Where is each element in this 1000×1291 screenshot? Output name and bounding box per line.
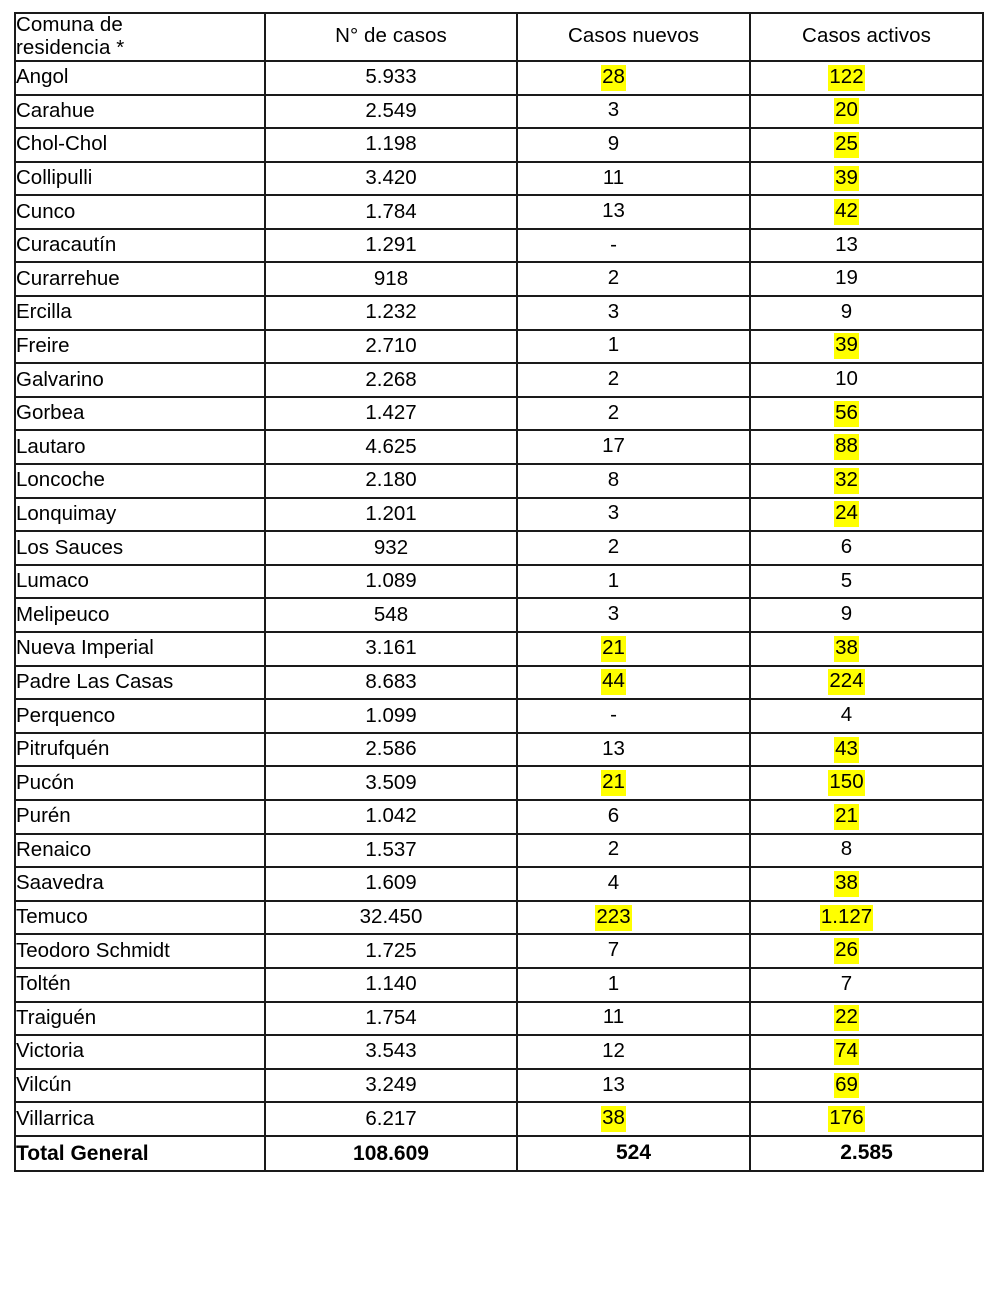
cell-n-de-casos: 1.291: [265, 229, 517, 263]
table-row: [15, 430, 983, 464]
column-header-n-de-casos: N° de casos: [265, 13, 517, 61]
cell-comuna: Galvarino: [15, 363, 265, 397]
cell-casos-activos: [750, 632, 983, 666]
cell-n-de-casos: 2.586: [265, 733, 517, 767]
highlighted-value: 38: [601, 1106, 626, 1132]
table-row: [15, 934, 983, 968]
cell-casos-nuevos: [517, 363, 750, 397]
highlighted-value: 24: [834, 501, 859, 527]
cell-comuna: Lautaro: [15, 430, 265, 464]
cell-casos-activos: [750, 61, 983, 95]
value: 2.585: [840, 1141, 893, 1165]
cell-casos-nuevos: [517, 195, 750, 229]
cell-casos-activos: [750, 330, 983, 364]
cell-n-de-casos: 2.268: [265, 363, 517, 397]
table-row: [15, 464, 983, 498]
value: 3: [607, 602, 620, 626]
header-row: [15, 13, 983, 61]
column-header-casos-activos: Casos activos: [750, 13, 983, 61]
cell-comuna: Melipeuco: [15, 598, 265, 632]
cell-total-casos-activos: [750, 1136, 983, 1171]
table-row: [15, 666, 983, 700]
value: 1: [607, 971, 620, 995]
cell-total-n-de-casos: 108.609: [265, 1136, 517, 1171]
value: 2: [607, 837, 620, 861]
value: 1: [607, 568, 620, 592]
table-row: [15, 968, 983, 1002]
cell-casos-activos: [750, 834, 983, 868]
table-row: [15, 95, 983, 129]
header-comuna-line2: residencia *: [16, 35, 125, 59]
cell-casos-nuevos: [517, 464, 750, 498]
cell-comuna: Pitrufquén: [15, 733, 265, 767]
highlighted-value: 223: [595, 905, 631, 931]
cell-casos-nuevos: [517, 834, 750, 868]
cell-casos-nuevos: [517, 565, 750, 599]
cell-comuna: Lumaco: [15, 565, 265, 599]
cell-total-casos-nuevos: [517, 1136, 750, 1171]
cell-comuna: Nueva Imperial: [15, 632, 265, 666]
cell-casos-activos: [750, 934, 983, 968]
table-row: [15, 834, 983, 868]
cell-casos-activos: [750, 262, 983, 296]
highlighted-value: 122: [828, 65, 864, 91]
cell-casos-nuevos: [517, 229, 750, 263]
cell-n-de-casos: 3.161: [265, 632, 517, 666]
highlighted-value: 42: [834, 199, 859, 225]
table-row: [15, 61, 983, 95]
cell-comuna: Padre Las Casas: [15, 666, 265, 700]
cell-casos-nuevos: [517, 733, 750, 767]
value: 3: [607, 98, 620, 122]
cell-n-de-casos: 6.217: [265, 1102, 517, 1136]
value: 2: [607, 367, 620, 391]
cell-casos-nuevos: [517, 901, 750, 935]
cell-casos-activos: [750, 1002, 983, 1036]
table-row: [15, 363, 983, 397]
cell-casos-nuevos: [517, 262, 750, 296]
highlighted-value: 44: [601, 669, 626, 695]
cell-n-de-casos: 1.089: [265, 565, 517, 599]
cell-casos-activos: [750, 867, 983, 901]
cell-casos-nuevos: [517, 632, 750, 666]
cell-n-de-casos: 1.754: [265, 1002, 517, 1036]
cell-comuna: Teodoro Schmidt: [15, 934, 265, 968]
value: 3: [607, 299, 620, 323]
cell-n-de-casos: 2.549: [265, 95, 517, 129]
cell-casos-nuevos: [517, 968, 750, 1002]
cell-comuna: Los Sauces: [15, 531, 265, 565]
cell-comuna: Perquenco: [15, 699, 265, 733]
cell-n-de-casos: 5.933: [265, 61, 517, 95]
table-row: [15, 1035, 983, 1069]
value: 2: [607, 266, 620, 290]
value: 7: [840, 971, 853, 995]
cell-n-de-casos: 8.683: [265, 666, 517, 700]
highlighted-value: 176: [828, 1106, 864, 1132]
table-row: [15, 397, 983, 431]
cell-casos-activos: [750, 296, 983, 330]
cell-casos-nuevos: [517, 61, 750, 95]
cell-n-de-casos: 3.249: [265, 1069, 517, 1103]
table-row: [15, 1102, 983, 1136]
cell-n-de-casos: 3.420: [265, 162, 517, 196]
highlighted-value: 32: [834, 468, 859, 494]
highlighted-value: 38: [834, 636, 859, 662]
value: 9: [840, 299, 853, 323]
highlighted-value: 21: [834, 804, 859, 830]
value: 11: [602, 1005, 625, 1029]
cell-casos-activos: [750, 565, 983, 599]
value: 13: [602, 736, 625, 760]
cell-casos-nuevos: [517, 498, 750, 532]
table-row: [15, 498, 983, 532]
column-header-casos-nuevos: Casos nuevos: [517, 13, 750, 61]
cell-casos-nuevos: [517, 95, 750, 129]
highlighted-value: 69: [834, 1073, 859, 1099]
value: 11: [602, 165, 625, 189]
highlighted-value: 25: [834, 132, 859, 158]
cell-comuna: Toltén: [15, 968, 265, 1002]
cell-n-de-casos: 2.710: [265, 330, 517, 364]
covid-cases-by-comuna-table: [14, 12, 984, 1172]
cell-comuna: Cunco: [15, 195, 265, 229]
cell-n-de-casos: 3.543: [265, 1035, 517, 1069]
cell-comuna: Gorbea: [15, 397, 265, 431]
table-row: [15, 699, 983, 733]
cell-comuna: Collipulli: [15, 162, 265, 196]
cases-table-container: [14, 12, 982, 1172]
value: -: [610, 232, 617, 256]
table-row: [15, 632, 983, 666]
cell-comuna: Traiguén: [15, 1002, 265, 1036]
table-header: [15, 13, 983, 61]
value: -: [610, 703, 617, 726]
table-row: [15, 195, 983, 229]
cell-casos-activos: [750, 162, 983, 196]
highlighted-value: 74: [834, 1039, 859, 1065]
cell-casos-nuevos: [517, 330, 750, 364]
value: 7: [607, 938, 620, 962]
table-row: [15, 1002, 983, 1036]
highlighted-value: 20: [834, 98, 859, 124]
cell-casos-activos: [750, 766, 983, 800]
table-row: [15, 162, 983, 196]
cell-comuna: Pucón: [15, 766, 265, 800]
value: 10: [835, 367, 858, 391]
cell-casos-nuevos: [517, 430, 750, 464]
cell-n-de-casos: 1.609: [265, 867, 517, 901]
cell-casos-activos: [750, 397, 983, 431]
cell-casos-activos: [750, 699, 983, 733]
highlighted-value: 28: [601, 65, 626, 91]
cell-n-de-casos: 918: [265, 262, 517, 296]
value: 1: [607, 333, 620, 357]
table-body: [15, 61, 983, 1171]
cell-casos-activos: [750, 968, 983, 1002]
cell-casos-nuevos: [517, 1069, 750, 1103]
value: 5: [840, 568, 853, 592]
cell-casos-nuevos: [517, 1102, 750, 1136]
cell-casos-nuevos: [517, 666, 750, 700]
value: 12: [602, 1038, 625, 1062]
highlighted-value: 22: [834, 1005, 859, 1031]
table-row: [15, 901, 983, 935]
cell-n-de-casos: 1.201: [265, 498, 517, 532]
cell-casos-activos: [750, 1102, 983, 1136]
header-comuna-line1: Comuna de: [16, 13, 123, 36]
highlighted-value: 88: [834, 434, 859, 460]
cell-n-de-casos: 1.198: [265, 128, 517, 162]
highlighted-value: 224: [828, 669, 864, 695]
value: 19: [835, 266, 858, 290]
cell-casos-nuevos: [517, 397, 750, 431]
cell-comuna: Curacautín: [15, 229, 265, 263]
cell-comuna: Lonquimay: [15, 498, 265, 532]
highlighted-value: 39: [834, 333, 859, 359]
cell-casos-nuevos: [517, 766, 750, 800]
cell-n-de-casos: 32.450: [265, 901, 517, 935]
cell-casos-nuevos: [517, 699, 750, 733]
value: 13: [602, 1072, 625, 1096]
highlighted-value: 43: [834, 737, 859, 763]
table-row: [15, 766, 983, 800]
table-row: [15, 733, 983, 767]
cell-comuna: Chol-Chol: [15, 128, 265, 162]
table-row: [15, 1069, 983, 1103]
value: 4: [607, 870, 620, 894]
cell-n-de-casos: 1.537: [265, 834, 517, 868]
table-row: [15, 229, 983, 263]
cell-casos-activos: [750, 464, 983, 498]
cell-casos-nuevos: [517, 531, 750, 565]
cell-comuna: Loncoche: [15, 464, 265, 498]
table-row: [15, 800, 983, 834]
value: 8: [840, 837, 853, 861]
cell-n-de-casos: 1.232: [265, 296, 517, 330]
cell-n-de-casos: 932: [265, 531, 517, 565]
table-row: [15, 565, 983, 599]
cell-comuna: Renaico: [15, 834, 265, 868]
cell-comuna: Curarrehue: [15, 262, 265, 296]
value: 13: [602, 199, 625, 223]
value: 9: [607, 131, 620, 155]
value: 6: [840, 535, 853, 559]
table-row: [15, 128, 983, 162]
cell-casos-activos: [750, 95, 983, 129]
cell-casos-activos: [750, 901, 983, 935]
cell-n-de-casos: 1.099: [265, 699, 517, 733]
value: 17: [602, 434, 625, 458]
cell-casos-activos: [750, 1035, 983, 1069]
highlighted-value: 150: [828, 770, 864, 796]
cell-comuna: Carahue: [15, 95, 265, 129]
cell-n-de-casos: 2.180: [265, 464, 517, 498]
cell-casos-activos: [750, 363, 983, 397]
table-row: [15, 262, 983, 296]
highlighted-value: 21: [601, 770, 626, 796]
value: 13: [835, 232, 858, 256]
cell-casos-nuevos: [517, 162, 750, 196]
cell-n-de-casos: 4.625: [265, 430, 517, 464]
cell-n-de-casos: 1.784: [265, 195, 517, 229]
table-row: [15, 531, 983, 565]
cell-n-de-casos: 3.509: [265, 766, 517, 800]
cell-comuna: Villarrica: [15, 1102, 265, 1136]
cell-n-de-casos: 1.427: [265, 397, 517, 431]
highlighted-value: 38: [834, 871, 859, 897]
value: 9: [840, 602, 853, 626]
table-row: [15, 867, 983, 901]
table-row: [15, 598, 983, 632]
cell-n-de-casos: 548: [265, 598, 517, 632]
cell-total-label: Total General: [15, 1136, 265, 1171]
cell-casos-activos: [750, 800, 983, 834]
column-header-comuna: [15, 13, 265, 61]
value: 2: [607, 535, 620, 559]
table-row: [15, 330, 983, 364]
cell-casos-activos: [750, 195, 983, 229]
cell-comuna: Ercilla: [15, 296, 265, 330]
cell-n-de-casos: 1.725: [265, 934, 517, 968]
cell-casos-nuevos: [517, 1035, 750, 1069]
cell-casos-activos: [750, 733, 983, 767]
highlighted-value: 26: [834, 938, 859, 964]
cell-casos-nuevos: [517, 598, 750, 632]
cell-comuna: Victoria: [15, 1035, 265, 1069]
highlighted-value: 1.127: [820, 905, 873, 931]
cell-casos-nuevos: [517, 800, 750, 834]
value: 6: [607, 803, 620, 827]
cell-comuna: Saavedra: [15, 867, 265, 901]
highlighted-value: 56: [834, 401, 859, 427]
cell-casos-nuevos: [517, 1002, 750, 1036]
cell-comuna: Freire: [15, 330, 265, 364]
cell-comuna: Vilcún: [15, 1069, 265, 1103]
highlighted-value: 39: [834, 166, 859, 192]
cell-casos-nuevos: [517, 128, 750, 162]
cell-casos-activos: [750, 1069, 983, 1103]
cell-n-de-casos: 1.042: [265, 800, 517, 834]
total-row: [15, 1136, 983, 1171]
cell-casos-activos: [750, 430, 983, 464]
cell-n-de-casos: 1.140: [265, 968, 517, 1002]
value: 524: [615, 1141, 652, 1165]
cell-casos-nuevos: [517, 934, 750, 968]
cell-casos-nuevos: [517, 867, 750, 901]
cell-casos-activos: [750, 531, 983, 565]
cell-casos-activos: [750, 498, 983, 532]
cell-casos-activos: [750, 229, 983, 263]
cell-comuna: Temuco: [15, 901, 265, 935]
cell-casos-activos: [750, 666, 983, 700]
cell-comuna: Angol: [15, 61, 265, 95]
table-row: [15, 296, 983, 330]
cell-casos-activos: [750, 598, 983, 632]
value: 8: [607, 467, 620, 491]
cell-comuna: Purén: [15, 800, 265, 834]
value: 3: [607, 501, 620, 525]
cell-casos-nuevos: [517, 296, 750, 330]
value: 4: [840, 703, 853, 726]
value: 2: [607, 400, 620, 424]
cell-casos-activos: [750, 128, 983, 162]
highlighted-value: 21: [601, 636, 626, 662]
